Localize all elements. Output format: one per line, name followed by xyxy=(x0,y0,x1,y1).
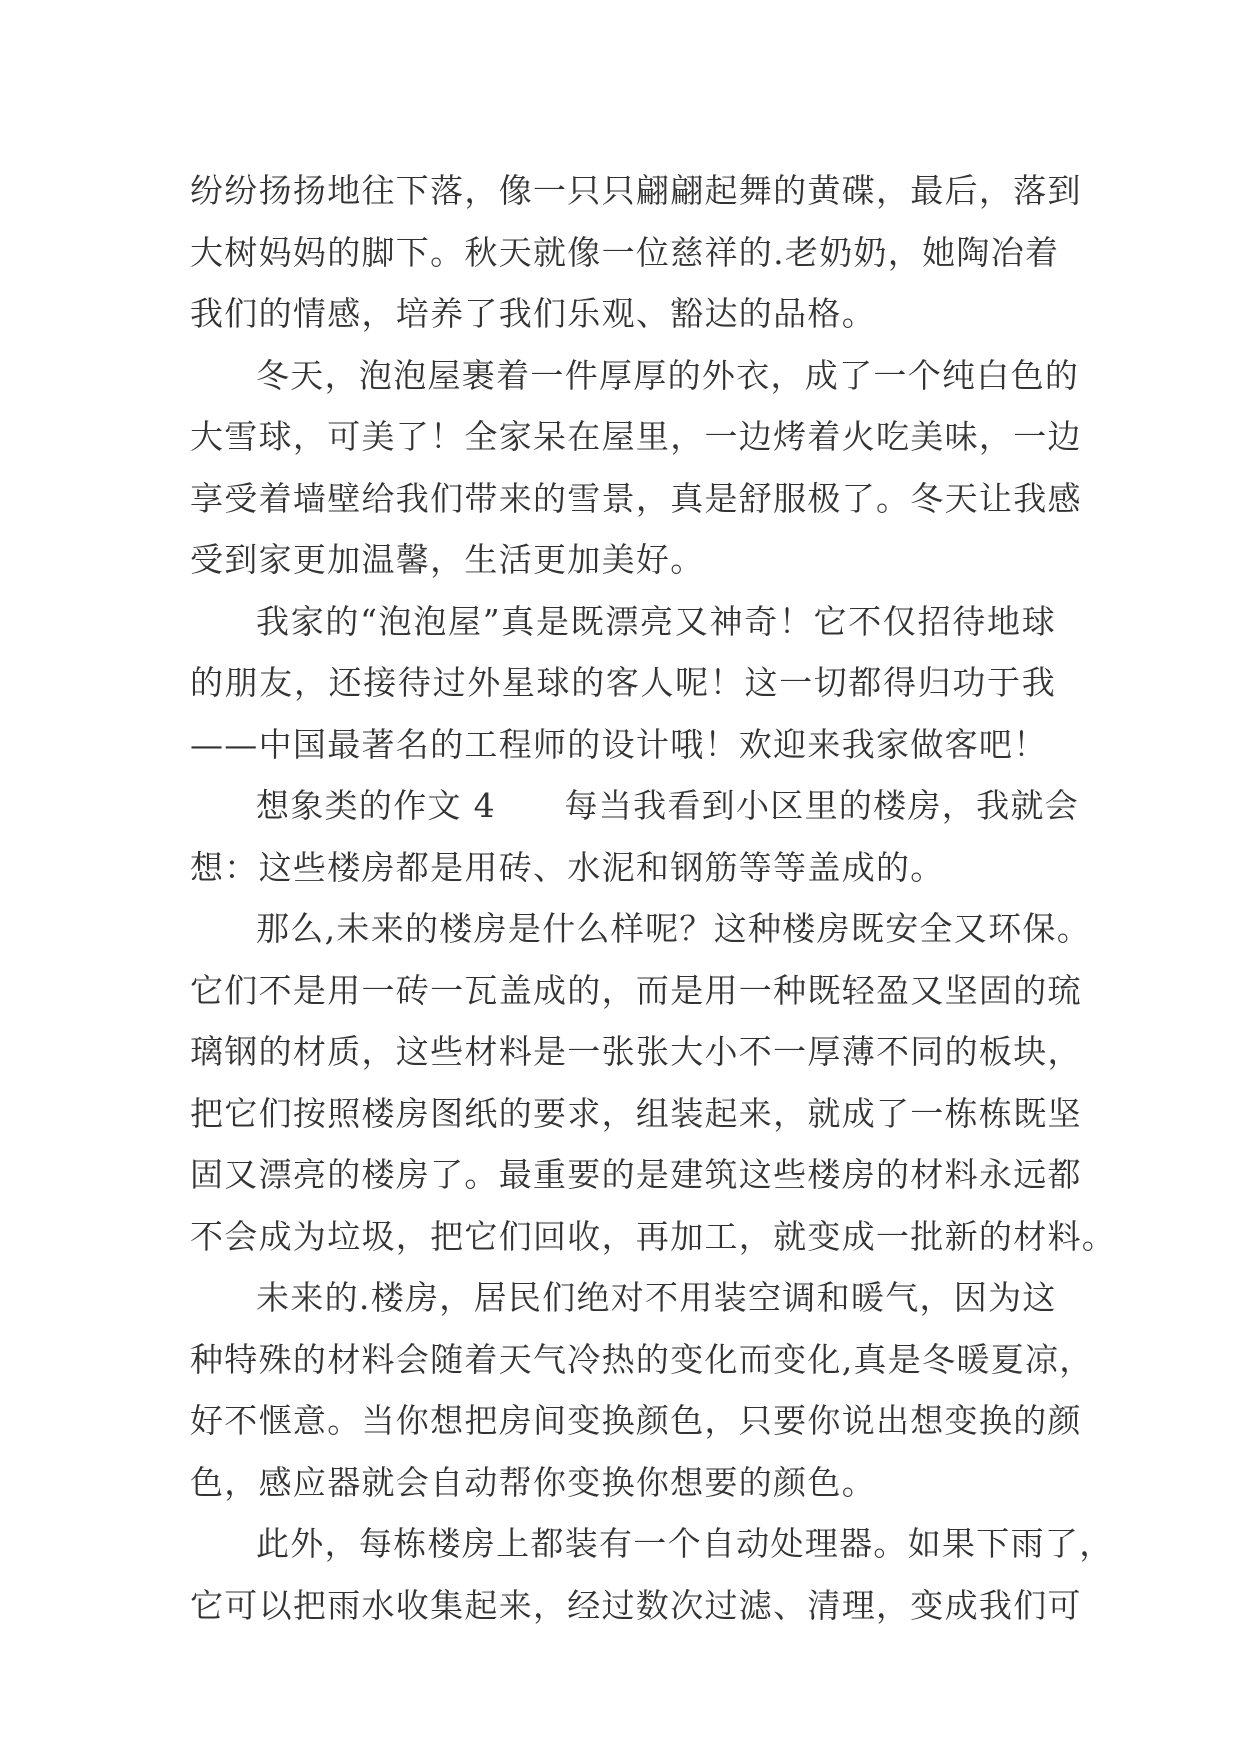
text-line: 它可以把雨水收集起来，经过数次过滤、清理，变成我们可 xyxy=(190,1585,1082,1625)
text-line: 那么,未来的楼房是什么样呢？这种楼房既安全又环保。 xyxy=(256,909,1091,948)
text-line: 受到家更加温馨，生活更加美好。 xyxy=(190,540,705,579)
text-line: 大雪球，可美了！全家呆在屋里，一边烤着火吃美味，一边 xyxy=(190,417,1082,456)
text-line: 色，感应器就会自动帮你变换你想要的颜色。 xyxy=(190,1462,876,1502)
text-line: 此外，每栋楼房上都装有一个自动处理器。如果下雨了， xyxy=(256,1524,1114,1563)
text-line: 种特殊的材料会随着天气冷热的变化而变化,真是冬暖夏凉， xyxy=(190,1339,1094,1379)
text-line: 我家的“泡泡屋”真是既漂亮又神奇！它不仅招待地球 xyxy=(256,601,1056,641)
text-line: ——中国最著名的工程师的设计哦！欢迎来我家做客吧！ xyxy=(190,724,1048,764)
text-line: 它们不是用一砖一瓦盖成的，而是用一种既轻盈又坚固的琉 xyxy=(190,970,1082,1010)
text-line: 想：这些楼房都是用砖、水泥和钢筋等等盖成的。 xyxy=(190,847,945,887)
body-text xyxy=(190,160,1117,1636)
text-line: 未来的.楼房，居民们绝对不用装空调和暖气，因为这 xyxy=(256,1278,1057,1317)
text-line: 不会成为垃圾，把它们回收，再加工，就变成一批新的材料。 xyxy=(190,1216,1117,1256)
text-line: 璃钢的材质，这些材料是一张张大小不一厚薄不同的板块， xyxy=(190,1032,1082,1071)
text-line: 大树妈妈的脚下。秋天就像一位慈祥的.老奶奶，她陶冶着 xyxy=(190,232,1060,272)
text-line: 享受着墙壁给我们带来的雪景，真是舒服极了。冬天让我感 xyxy=(190,478,1082,518)
text-line: 想象类的作文 4 每当我看到小区里的楼房，我就会 xyxy=(256,786,1079,825)
text-line: 固又漂亮的楼房了。最重要的是建筑这些楼房的材料永远都 xyxy=(190,1155,1082,1194)
text-line: 我们的情感，培养了我们乐观、豁达的品格。 xyxy=(190,294,876,333)
text-line: 好不惬意。当你想把房间变换颜色，只要你说出想变换的颜 xyxy=(190,1401,1082,1440)
text-line: 冬天，泡泡屋裹着一件厚厚的外衣，成了一个纯白色的 xyxy=(256,355,1080,395)
text-line: 把它们按照楼房图纸的要求，组装起来，就成了一栋栋既坚 xyxy=(190,1093,1082,1133)
text-line: 纷纷扬扬地往下落，像一只只翩翩起舞的黄碟，最后，落到 xyxy=(190,171,1082,210)
text-line: 的朋友，还接待过外星球的客人呢！这一切都得归功于我 xyxy=(190,663,1056,702)
